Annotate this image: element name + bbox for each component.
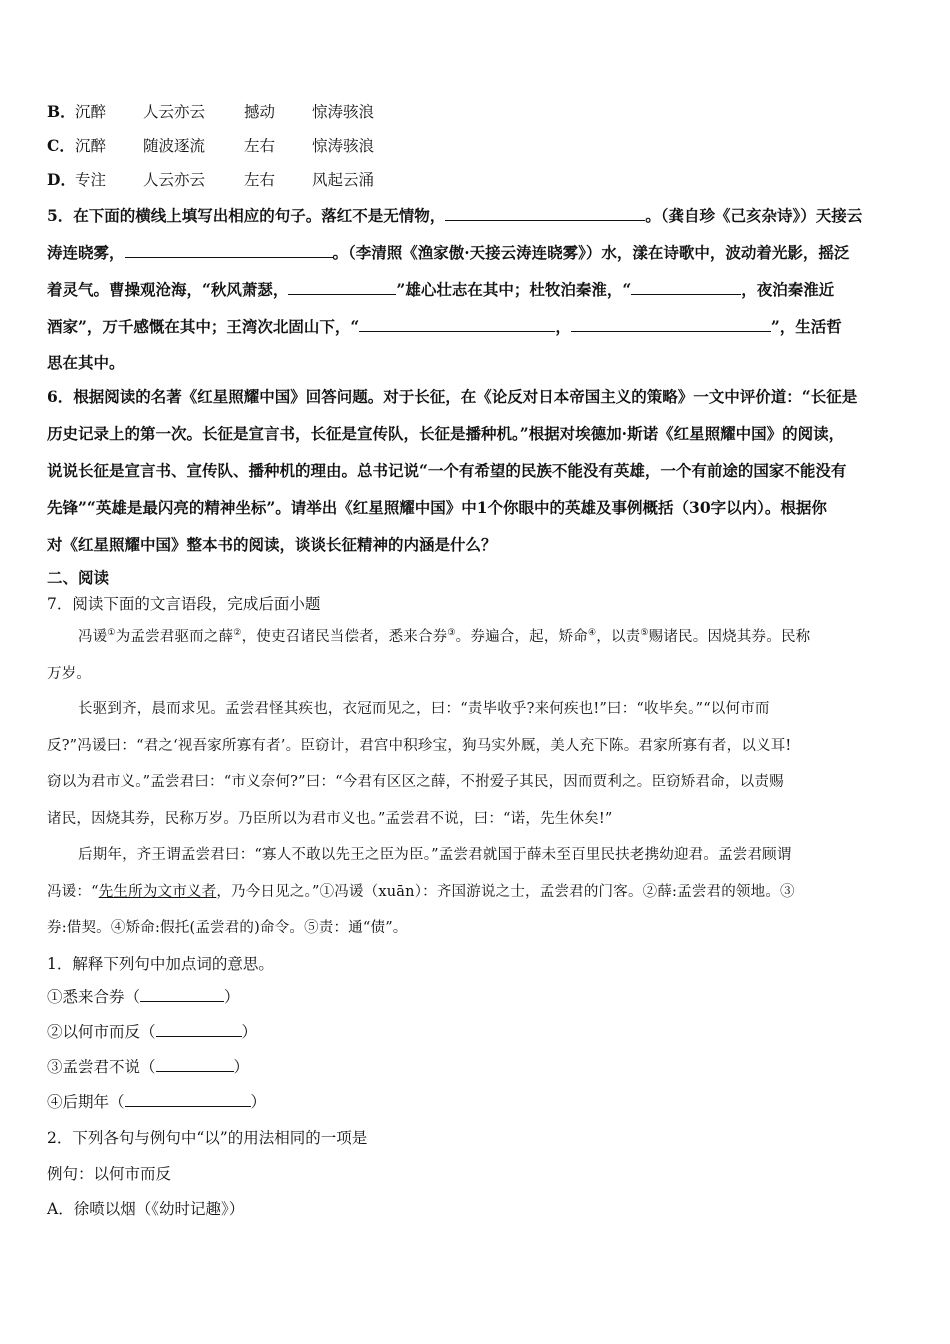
q5-blank-5[interactable] bbox=[359, 316, 555, 332]
passage-p2-line-1: 长驱到齐，晨而求见。孟尝君怪其疾也，衣冠而见之，曰：“责毕收乎?来何疾也!”曰：“收毕矣。”“以何市而 bbox=[78, 701, 770, 717]
sub1-blank-4[interactable] bbox=[125, 1091, 251, 1107]
q5-line-1: 5．在下面的横线上填写出相应的句子。落红不是无情物， 。（龚自珍《己亥杂诗》）天接云 bbox=[47, 206, 863, 225]
q5-line-4: 酒家”，万千感慨在其中；王湾次北固山下，“ ， ”，生活哲 bbox=[47, 317, 842, 336]
sub1-item-1: ①悉来合券（ ） bbox=[47, 988, 240, 1006]
passage-p2-line-4: 诸民，因烧其券，民称万岁。乃臣所以为君市义也。”孟尝君不说，曰：“诺，先生休矣!” bbox=[47, 811, 613, 827]
q5-blank-6[interactable] bbox=[571, 316, 771, 332]
sub1-title: 1．解释下列句中加点词的意思。 bbox=[47, 955, 274, 973]
q5-line-2: 涛连晓雾， 。（李清照《渔家傲·天接云涛连晓雾》）水，漾在诗歌中，波动着光影，摇泛 bbox=[47, 243, 850, 262]
sub1-blank-3[interactable] bbox=[156, 1056, 234, 1072]
q7-intro: 7．阅读下面的文言语段，完成后面小题 bbox=[47, 595, 321, 613]
q5-blank-4[interactable] bbox=[631, 279, 741, 295]
q5-blank-3[interactable] bbox=[288, 279, 396, 295]
q5-line-3: 着灵气。曹操观沧海，“秋风萧瑟， ”雄心壮志在其中；杜牧泊秦淮，“ ，夜泊秦淮近 bbox=[47, 280, 835, 299]
sub2-title: 2．下列各句与例句中“以”的用法相同的一项是 bbox=[47, 1129, 368, 1147]
q6-line-3: 说说长征是宣言书、宣传队、播种机的理由。总书记说“一个有希望的民族不能没有英雄，一个有前途的国家不能没有 bbox=[47, 461, 847, 480]
passage-p3-line-2: 冯谖：“先生所为文市义者，乃今日见之。”①冯谖（xuān）：齐国游说之士，孟尝君的门客。②薛:孟尝君的领地。③ bbox=[47, 884, 795, 900]
passage-p2-line-3: 窃以为君市义。”孟尝君曰：“市义奈何?”曰：“今君有区区之薛，不拊爱子其民，因而贾利之。臣窃矫君命，以责赐 bbox=[47, 774, 784, 790]
q6-line-2: 历史记录上的第一次。长征是宣言书，长征是宣传队，长征是播种机。”根据对埃德加·斯诺《红星照耀中国》的阅读， bbox=[47, 424, 845, 443]
passage-p1-line-2: 万岁。 bbox=[47, 666, 92, 682]
sub1-item-4: ④后期年（ ） bbox=[47, 1093, 267, 1111]
q6-line-4: 先锋”“英雄是最闪亮的精神坐标”。请举出《红星照耀中国》中1个你眼中的英雄及事例概括（30字以内）。根据你 bbox=[47, 498, 827, 517]
sub1-blank-2[interactable] bbox=[156, 1021, 242, 1037]
q5-blank-2[interactable] bbox=[125, 242, 333, 258]
option-b: B．沉醉 人云亦云 撼动 惊涛骇浪 bbox=[47, 102, 375, 121]
passage-p2-line-2: 反?”冯谖曰：“君之‘视吾家所寡有者’。臣窃计，君宫中积珍宝，狗马实外厩，美人充下陈。君家所寡有者，以义耳! bbox=[47, 738, 792, 754]
underlined-sentence: 先生所为文市义者 bbox=[98, 884, 217, 900]
passage-notes: 券:借契。④矫命:假托(孟尝君的)命令。⑤责：通“债”。 bbox=[47, 920, 408, 936]
section-heading: 二、阅读 bbox=[47, 568, 110, 587]
option-d: D．专注 人云亦云 左右 风起云涌 bbox=[47, 170, 375, 189]
sub2-option-a: A．徐喷以烟（《幼时记趣》） bbox=[47, 1200, 245, 1218]
sub1-item-2: ②以何市而反（ ） bbox=[47, 1023, 258, 1041]
q5-blank-1[interactable] bbox=[445, 205, 645, 221]
q6-line-5: 对《红星照耀中国》整本书的阅读，谈谈长征精神的内涵是什么？ bbox=[47, 535, 497, 554]
passage-p3-line-1: 后期年，齐王谓孟尝君曰：“寡人不敢以先王之臣为臣。”孟尝君就国于薛未至百里民扶老携幼迎君。孟尝君顾谓 bbox=[78, 847, 792, 863]
sub2-example: 例句：以何市而反 bbox=[47, 1165, 172, 1183]
sub1-item-3: ③孟尝君不说（ ） bbox=[47, 1058, 250, 1076]
sub1-blank-1[interactable] bbox=[140, 986, 224, 1002]
q6-line-1: 6．根据阅读的名著《红星照耀中国》回答问题。对于长征，在《论反对日本帝国主义的策略》一文中评价道：“长征是 bbox=[47, 387, 858, 406]
option-c: C．沉醉 随波逐流 左右 惊涛骇浪 bbox=[47, 136, 375, 155]
q5-line-5: 思在其中。 bbox=[47, 353, 125, 372]
passage-p1-line-1: 冯谖①为孟尝君驱而之薛②，使吏召诸民当偿者，悉来合券③。券遍合，起，矫命④，以责⑤赐诸民。因烧其券。民称 bbox=[78, 628, 811, 645]
